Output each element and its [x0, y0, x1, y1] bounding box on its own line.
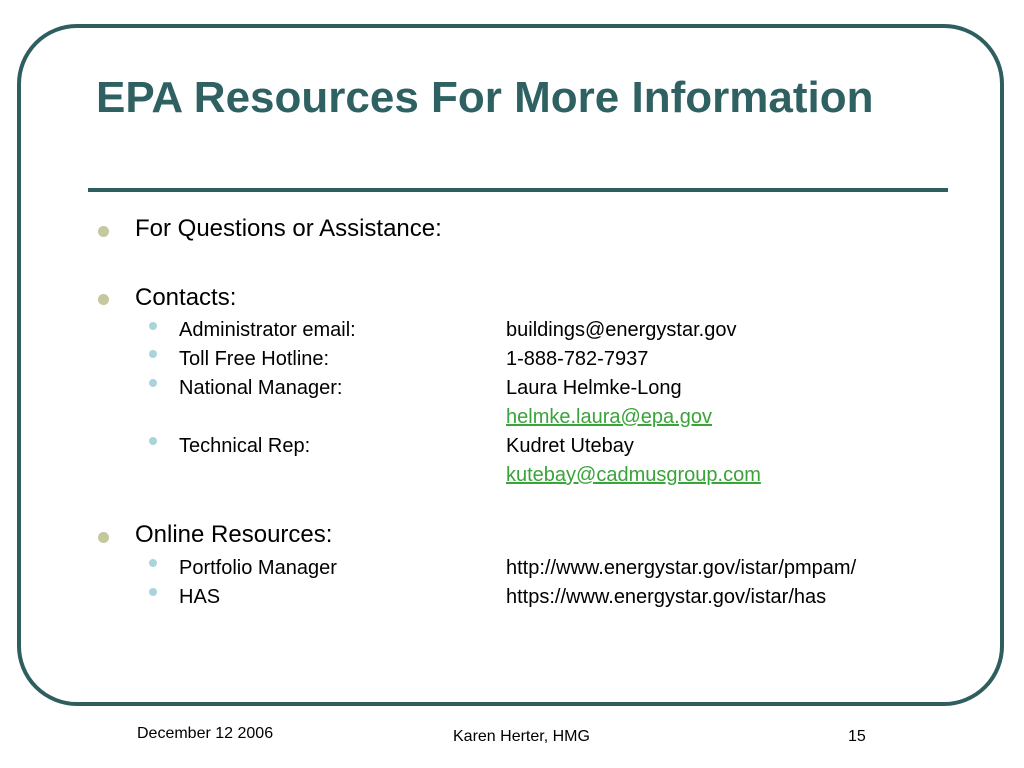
contact-value-technical-rep: Kudret Utebay: [506, 435, 634, 457]
bullet-icon: [98, 294, 109, 305]
contact-value-hotline: 1-888-782-7937: [506, 348, 649, 370]
sub-bullet-icon: [149, 379, 157, 387]
bullet-icon: [98, 226, 109, 237]
contact-label-admin-email: Administrator email:: [179, 319, 356, 341]
resource-label-has: HAS: [179, 586, 221, 608]
sub-bullet-icon: [149, 588, 157, 596]
contact-value-admin-email: buildings@energystar.gov: [506, 319, 737, 341]
footer-date: December 12 2006: [137, 725, 274, 742]
section-heading-contacts: Contacts:: [135, 284, 237, 311]
sub-bullet-icon: [149, 437, 157, 445]
slide-number: 15: [848, 728, 866, 745]
technical-rep-email-link[interactable]: kutebay@cadmusgroup.com: [506, 464, 761, 486]
resource-url-has: https://www.energystar.gov/istar/has: [506, 586, 827, 608]
footer-author: Karen Herter, HMG: [453, 728, 590, 745]
sub-bullet-icon: [149, 559, 157, 567]
section-heading-online-resources: Online Resources:: [135, 521, 333, 548]
national-manager-email-link[interactable]: helmke.laura@epa.gov: [506, 406, 712, 428]
title-divider: [88, 188, 948, 192]
slide-title: EPA Resources For More Information: [96, 73, 874, 122]
sub-bullet-icon: [149, 322, 157, 330]
bullet-icon: [98, 532, 109, 543]
section-heading-questions: For Questions or Assistance:: [135, 215, 442, 242]
contact-value-national-manager: Laura Helmke-Long: [506, 377, 682, 399]
contact-label-hotline: Toll Free Hotline:: [179, 348, 330, 370]
contact-label-national-manager: National Manager:: [179, 377, 343, 399]
contact-label-technical-rep: Technical Rep:: [179, 435, 311, 457]
resource-label-portfolio-manager: Portfolio Manager: [179, 557, 337, 579]
resource-url-portfolio-manager: http://www.energystar.gov/istar/pmpam/: [506, 557, 857, 579]
sub-bullet-icon: [149, 350, 157, 358]
